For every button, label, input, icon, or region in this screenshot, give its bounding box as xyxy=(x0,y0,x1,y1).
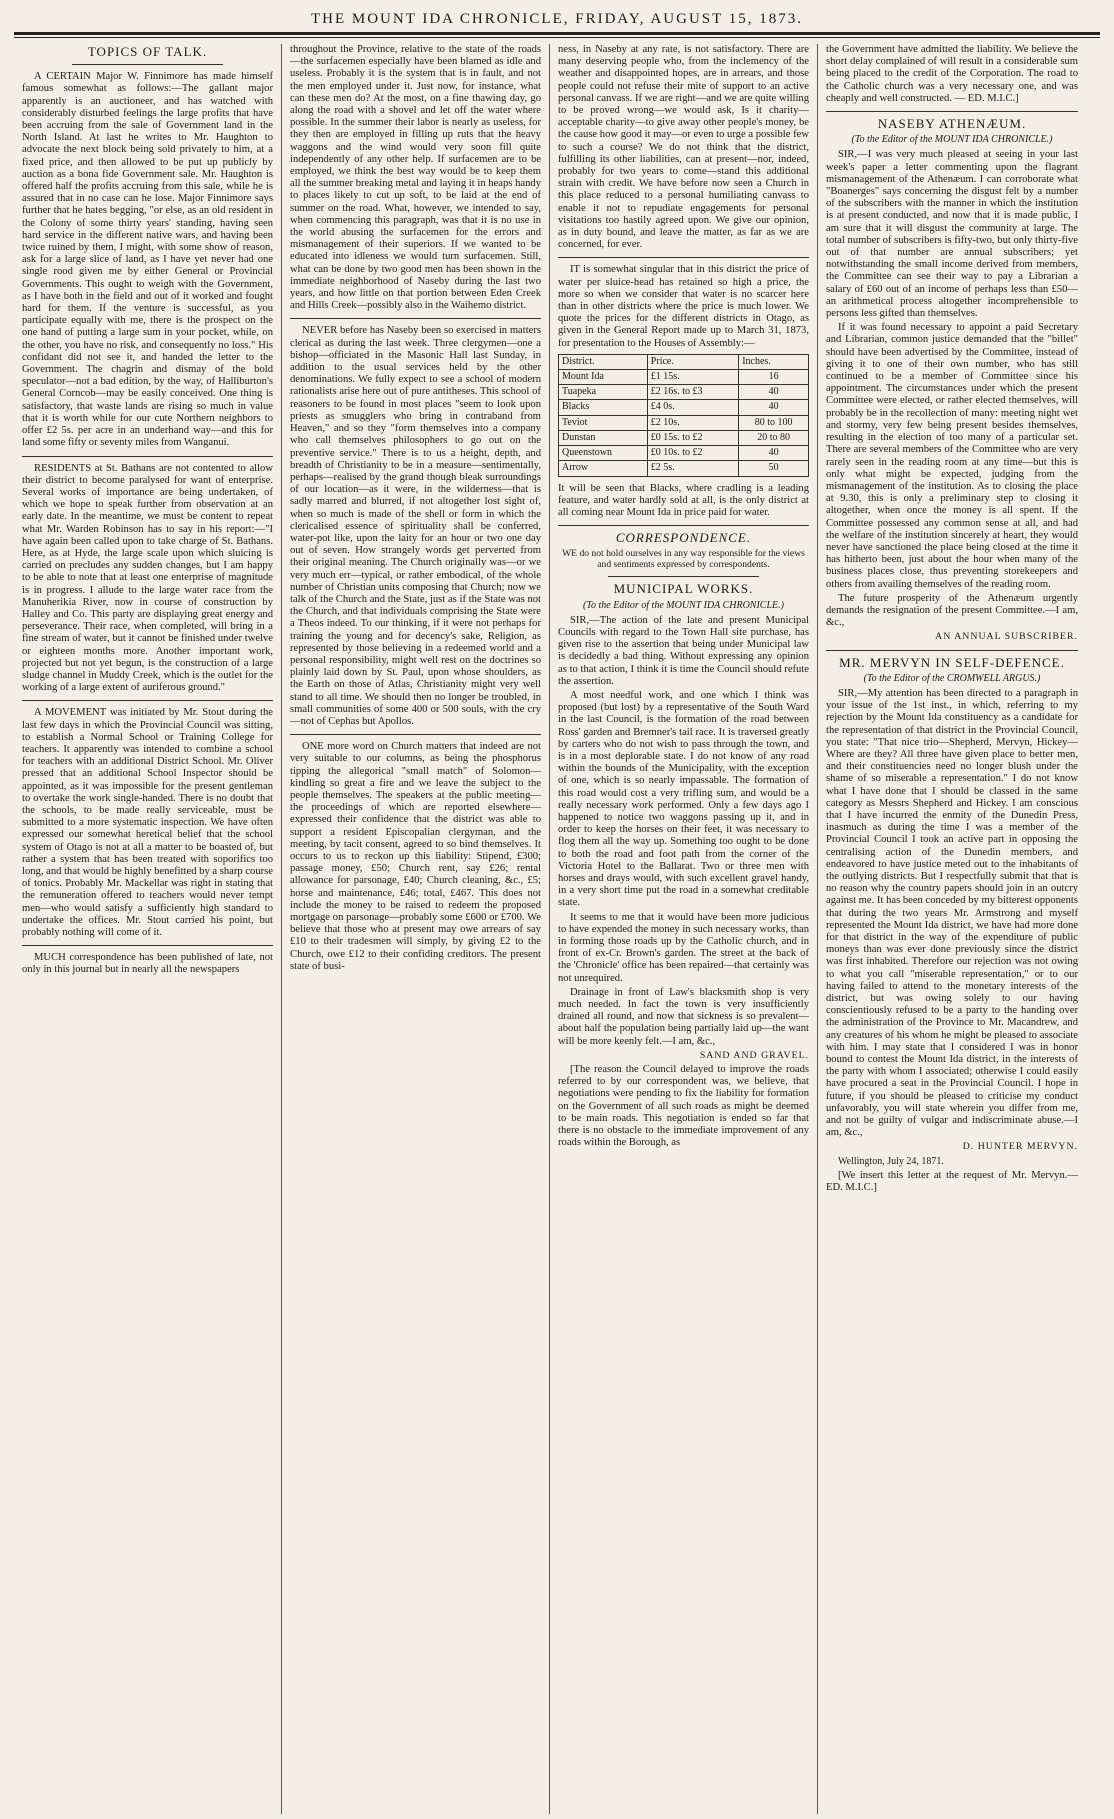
divider xyxy=(826,650,1078,651)
divider xyxy=(558,257,809,258)
municipal-letter-paragraph: It seems to me that it would have been more judicious to have expended the money in such necessary works, than in forming those roads up by the Catholic church, and in front of ex-Cr. Brown's garden. The street at the back of the 'Chronicle' office has been repaired—that certainly was not unrequired. xyxy=(558,911,809,984)
table-cell: Teviot xyxy=(559,415,648,430)
athenaeum-letter-paragraph: The future prosperity of the Athenæum urgently demands the resignation of the present Committee.—I am, &c., xyxy=(826,592,1078,629)
table-row xyxy=(559,461,809,476)
table-header: Inches. xyxy=(739,354,809,369)
column-2 xyxy=(282,44,550,1814)
paragraph-surfacemen: throughout the Province, relative to the state of the roads—the surfacemen especially have been blamed as idle and useless. Probably it is the system that is in fault, and not the men employed under it. Just now, for instance, what can these men do? At the most, on a fine thawing day, go along the road with a shovel and let off the water where possible. In the summer their labor is nearly as useless, for they then are employed in filling up ruts that the heavy waggons and the wind would very soon fill quite independently of any other help. If surfacemen are to be employed, we think the best way would be to keep them all the summer breaking metal and laying it in heaps handy to places likely to cut up soft, to be laid at the end of summer on the road. What, however, we intended to say, when commencing this paragraph, was that it is no use in the world abusing the surfacemen for the errors and mismanagement of their superiors. If we wanted to be educated into idleness we would turn surfacemen. Still, what can be done by two good men has been shown in the immediate neighborhood of Naseby during the last two years, and how little on that portion between Eden Creek and Hills Creek—possibly also in the Waihemo district. xyxy=(290,44,541,312)
table-cell: £0 10s. to £2 xyxy=(647,446,738,461)
table-row xyxy=(559,430,809,445)
column-3 xyxy=(550,44,818,1814)
topics-heading: TOPICS OF TALK. xyxy=(87,44,208,59)
column-1 xyxy=(14,44,282,1814)
divider xyxy=(608,576,759,577)
table-row xyxy=(559,415,809,430)
editor-note-continued: the Government have admitted the liability. We believe the short delay complained of will result in a considerable sum being placed to the credit of the Corporation. The road to the Catholic church was a very necessary one, and was cheaply and well constructed. — ED. M.I.C.] xyxy=(826,44,1078,104)
paragraph-business-state: ness, in Naseby at any rate, is not satisfactory. There are many deserving people who, from the inclemency of the weather and disappointed hopes, are in arrears, and those people could not refuse their mite of support to an active personal canvass. If we are right—and we are quite willing to be proved wrong—we would ask, Is it charity—acceptable charity—to give away other people's money, be the cause how good it may—or even to urge a possible few to such a course? We do not think that the district, fulfilling its other liabilities, can at present—nor, indeed, probably for two years to come—stand this additional strain with credit. We have before now seen a Church in this place reduced to a personal humiliating canvass to enable it not to repudiate engagements for personal visitations too hastily agreed upon. We give our opinion, as in duty bound, and leave the matter, as far as we are concerned, for ever. xyxy=(558,44,809,251)
table-row xyxy=(559,370,809,385)
table-cell: Queenstown xyxy=(559,446,648,461)
table-row xyxy=(559,400,809,415)
table-cell: 40 xyxy=(739,385,809,400)
divider xyxy=(290,318,541,319)
table-cell: Mount Ida xyxy=(559,370,648,385)
table-cell: Dunstan xyxy=(559,430,648,445)
paragraph-st-bathans: RESIDENTS at St. Bathans are not contented to allow their district to become paralysed for want of enterprise. Several works of importance are being undertaken, of which we hope to speak further from observation at an early date. In the meantime, we must be content to repeat what Mr. Warden Robinson has to say in his report:—"I have again been called upon to take charge of St. Bathans. Here, as at Hyde, the large scale upon which sluicing is carried on precludes any sudden changes, but I am happy to be able to note that at least one enterprise of magnitude is in progress. I allude to the large water race from the Manuherikia River, now in course of construction by Halley and Co. This party are displaying great energy and perseverance. Their race, when completed, will bring in a fine stream of water, but it cannot be finished under twelve or eighteen months more. Another important work, projected but not yet begun, is the construction of a large sludge channel in Muddy Creek, which is the outlet for the working of a large extent of auriferous ground." xyxy=(22,462,273,694)
mervyn-heading: MR. MERVYN IN SELF-DEFENCE. xyxy=(839,654,1065,670)
correspondence-heading: CORRESPONDENCE. xyxy=(615,530,752,546)
table-cell: Tuapeka xyxy=(559,385,648,400)
municipal-addressee: (To the Editor of the MOUNT IDA CHRONICLE.) xyxy=(583,599,784,611)
table-header: Price. xyxy=(647,354,738,369)
municipal-letter-paragraph: SIR,—The action of the late and present Municipal Councils with regard to the Town Hall site purchase, has given rise to the assertion that being under Municipal law is decidedly a bad thing. Without expressing any opinion as to that action, I think it is time the Council should refute the assertion. xyxy=(558,614,809,687)
athenaeum-letter-paragraph: SIR,—I was very much pleased at seeing in your last week's paper a letter commenting upon the flagrant mismanagement of the Athenæum. I can corroborate what "Boanerges" says concerning the disgust felt by a number of the subscribers with the manner in which the institution is at present conducted, and now that it is made public, I am sure that it will disgust the community at large. The total number of subscribers is fifty-two, but only thirty-five out of that number are annual subscribers; yet notwithstanding the small income derived from members, the Committee can see their way to pay a Librarian a salary of £60 out of an income of perhaps less than £50—an arithmetical process altogether incomprehensible to persons less gifted than themselves. xyxy=(826,149,1078,320)
columns xyxy=(14,44,1100,1814)
table-row xyxy=(559,446,809,461)
paragraph-clerical: NEVER before has Naseby been so exercised in matters clerical as during the last week. Three clergymen—one a bishop—officiated in the Masonic Hall last Sunday, in addition to the usual services held by the other denominations. We fully expect to see a school of modern rationalists arise here out of pure antitheses. This school of reasoners to be found in most places "seem to look upon priests as smugglers who bring in contraband from Heaven," and so they "form themselves into a company who call themselves philosophers to go out on the preventive service." There is to us a height, depth, and breadth of Christianity to be in a measure—sentimentally, perhaps—realised by the grand though bleak surroundings of our location—as it were, in the wilderness—that is sadly marred and blurred, if not altogether lost sight of, when so much is made of the shell or form in which the clericalised essence of spirituality shall be conferred, water-pot like, upon the laity for an hour or two one day out of seven. How strangely words get perverted from their original meaning. The Church originally was—or we very much err—typical, or rather embodical, of the whole number of Christian units composing that Church; now we talk of the Church and the State, just as if the State was not the Church, and that individuals comprising the State were a Theos indeed. To our thinking, if it were not perhaps for training the young and for decency's sake, Religion, as represented by those believing in a redeemed world and a personal responsibility, might well rest on the doctrines so plainly laid down by St. Paul, upon whose shoulders, as the Earth on those of Atlas, Christianity might very well stand to all time. We should then no longer be troubled, in small communities of some 400 or 500 souls, with the cry—not of Cephas but Apollos. xyxy=(290,325,541,727)
table-header: District. xyxy=(559,354,648,369)
table-cell: Arrow xyxy=(559,461,648,476)
mervyn-editor-note: [We insert this letter at the request of Mr. Mervyn.—ED. M.I.C.] xyxy=(826,1169,1078,1194)
mervyn-letter-paragraph: SIR,—My attention has been directed to a paragraph in your issue of the 1st inst., in which, referring to my rejection by the Mount Ida constituency as a candidate for the representation of that district in the Provincial Council, you state: "That nice trio—Shepherd, Mervyn, Hickey—Where are they? All three have given place to better men, and their constituencies need no longer blush under the shame of so miserable a representation." I do not know what I have done that I should be classed in the same category as Messrs Shepherd and Hickey. I am conscious that I have incurred the enmity of the Dunedin Press, inasmuch as during the time I was a member of the Provincial Council I took an active part in opposing the centralising action of the Dunedin members, and endeavored to have justice meted out to the inhabitants of the outlying districts. But I respectfully submit that that is no reason why the country papers should join in an outcry against me. It has been conceded by my bitterest opponents that during the two years Mr. Armstrong and myself represented the Mount Ida district, we have had more done for that district in the way of the expenditure of public moneys than was ever done previously since the district was first inhabited. Therefore our rejection was not owing to what you call "miserable representation," or to our having failed to attend to the monetary interests of the district, but was owing solely to our having conscientiously refused to be a party to the handing over the administration of the Province to Mr. Macandrew, and any creatures of his whom he might be pleased to associate with him. I may state that I considered I was in honor bound to contest the Mount Ida district, in the interests of the party with whom I associated; otherwise I could easily have procured a seat in the Provincial Council. I hope in future, if you should be pleased to criticise my conduct unfavorably, you will state wherein you differ from me, and not be guilty of vulgar and indiscriminate abuse.—I am, &c., xyxy=(826,687,1078,1139)
municipal-signature: SAND AND GRAVEL. xyxy=(699,1049,809,1061)
paragraph-church-matters: ONE more word on Church matters that indeed are not very suitable to our columns, as being the phosphorus tipping the allegorical "small match" of Solomon—kindling so great a fire and we leave the subject to the people themselves. The speakers at the public meeting—the proceedings of which are reported elsewhere—expressed their confidence that the district was able to support a resident Episcopalian clergyman, and the meeting, by tacit consent, agreed to so bind themselves. It occurs to us to reckon up this liability: Stipend, £300; passage money, £50; Church rent, say £26; rental allowance for parsonage, £40; Church cleaning, &c., £5; horse and maintenance, £46; total, £467. This does not include the money to be raised to redeem the proposed mortgage on parsonage—probably some £600 or £700. We believe that those who at present may owe arrears of say £10 to their tradesmen will simply, by giving £2 to the Church, owe £12 to their confiding creditors. The present state of busi- xyxy=(290,741,541,972)
divider xyxy=(22,700,273,701)
table-cell: 20 to 80 xyxy=(739,430,809,445)
table-cell: £2 10s. xyxy=(647,415,738,430)
paragraph-correspondence-roads: MUCH correspondence has been published of late, not only in this journal but in nearly all the newspapers xyxy=(22,952,273,976)
divider xyxy=(22,456,273,457)
municipal-works-heading: MUNICIPAL WORKS. xyxy=(613,581,754,597)
table-cell: 40 xyxy=(739,446,809,461)
paragraph-blacks: It will be seen that Blacks, where cradling is a leading feature, and water hardly sold at all, is the only district at all coming near Mount Ida in price paid for water. xyxy=(558,482,809,518)
divider xyxy=(72,64,223,65)
athenaeum-addressee: (To the Editor of the MOUNT IDA CHRONICLE.) xyxy=(851,134,1053,146)
table-cell: £1 15s. xyxy=(647,370,738,385)
table-cell: 50 xyxy=(739,461,809,476)
paragraph-water-price: IT is somewhat singular that in this district the price of water per sluice-head has retained so high a price, the more so when we consider that water is no scarcer here than in other districts where the price is much lower. We quote the prices for the different districts in Otago, as given in the General Report made up to March 31, 1873, for presentation to the Houses of Assembly:— xyxy=(558,264,809,349)
divider xyxy=(826,111,1078,112)
mervyn-place-date: Wellington, July 24, 1871. xyxy=(838,1155,944,1167)
masthead-rule-thin xyxy=(14,37,1100,38)
municipal-letter-paragraph: A most needful work, and one which I think was proposed (but lost) by a representative of the South Ward in the last Council, is the formation of the road between Ross' garden and Bremner's tail race. It is traversed greatly by carters who do not wish to pass through the town, and is in a most deplorable state. I do not know of any road within the bounds of the Municipality, with the exception of one, which is so nearly impassable. The formation of this road would cost a very trifling sum, and would be a really necessary work performed. Only a few days ago I happened to notice two waggons passing up it, and in order to keep the horses on their feet, it was necessary to flog them all the way up. Something too ought to be done to both the road and foot path from the corner of the Victoria Hotel to the Ballarat. Two or three men with horses and drays would, with such excellent gravel handy, in a very short time put the road in a somewhat creditable state. xyxy=(558,689,809,909)
table-cell: £0 15s. to £2 xyxy=(647,430,738,445)
athenaeum-heading: NASEBY ATHENÆUM. xyxy=(877,116,1027,132)
paragraph-normal-school: A MOVEMENT was initiated by Mr. Stout during the last few days in which the Provincial Council was sitting, to establish a Normal School or Training College for teachers. It apparently was intended to combine a school for teachers with an additional District School. Mr. Oliver pressed that an additional School Inspector should be appointed, as it was impossible for the present gentleman to overtake the work single-handed. There is no doubt that the schools, to be made really serviceable, must be submitted to a more systematic inspection. We have often expressed our somewhat heretical belief that the school system of Otago is not at all a matter to be boasted of, but rather a system that has been treated with soporifics too long, and that would be highly benefitted by a sharp course of tonics. Probably Mr. Mackellar was right in stating that the remuneration offered to teachers would never tempt men—who would satisfy a sufficiently high standard to undertake the offices. Mr. Stout carried his point, but probably nothing will come of it. xyxy=(22,707,273,939)
municipal-editor-note: [The reason the Council delayed to improve the roads referred to by our correspondent was, we believe, that negotiations were pending to fix the liability for formation on the Government of all such roads as might be deemed to be main roads. This negotiation is ended so far that there is no obstacle to the immediate improvement of any roads within the Borough, as xyxy=(558,1064,809,1149)
athenaeum-letter-paragraph: If it was found necessary to appoint a paid Secretary and Librarian, common justice demanded that the "billet" should have been advertised by the Committee, instead of giving it to one of their own number, who has still continued to be a member of Committee since his appointment. The circumstances under which the present Committee were elected, or rather elected themselves, will probably be in the recollection of many: meeting night wet and stormy, very few being present besides themselves, resulting in the election of too many of a particular set. There are several members of the Committee who are very rarely seen in the reading room at any time—but this is only what might be expected, judging from the mismanagement of the institution. As to closing the place at 9.30, this is only a preliminary step to closing it altogether, when once the money is all spent. If the Committee possessed any common sense at all, and had the welfare of the institution sincerely at heart, they would never have sanctioned the place being closed at the time it has hitherto been, just about the hour when many of the business places close, thus preventing storekeepers and others from availing themselves of the reading room. xyxy=(826,322,1078,590)
table-cell: 80 to 100 xyxy=(739,415,809,430)
table-cell: £2 16s. to £3 xyxy=(647,385,738,400)
masthead-rule-thick xyxy=(14,32,1100,35)
table-cell: £4 0s. xyxy=(647,400,738,415)
mervyn-signature: D. HUNTER MERVYN. xyxy=(962,1141,1078,1153)
divider xyxy=(290,734,541,735)
table-cell: 40 xyxy=(739,400,809,415)
table-row xyxy=(559,385,809,400)
correspondence-disclaimer: WE do not hold ourselves in any way responsible for the views and sentiments expressed by correspondents. xyxy=(562,548,805,571)
municipal-letter-paragraph: Drainage in front of Law's blacksmith shop is very much needed. In fact the town is very insufficiently drained all round, and now that sickness is so prevalent—about half the population being partially laid up—the want will be more keenly felt.—I am, &c., xyxy=(558,986,809,1047)
mervyn-addressee: (To the Editor of the CROMWELL ARGUS.) xyxy=(863,672,1041,684)
athenaeum-signature: AN ANNUAL SUBSCRIBER. xyxy=(935,631,1078,643)
divider xyxy=(22,945,273,946)
table-cell: £2 5s. xyxy=(647,461,738,476)
paragraph-finnimore: A CERTAIN Major W. Finnimore has made himself famous somewhat as follows:—The gallant major apparently is an auctioneer, and has watched with considerably disturbed feelings the large profits that have been accruing from the sale of Government land in the North Island. At last he writes to Mr. Haughton to advocate the next block being sold privately to him, at a fixed price, and then allowed to be put up publicly by auction as a bona fide Government sale. Mr. Haughton is offered half the profits accruing from this sale, while he is assured that in no case can he lose. Major Finnimore says further that he hates begging, "or else, as an old resident in the Colony of some thirty years' standing, having seen hard service in the different native wars, and having been twice ruined by them, I might, with some show of reason, ask for a large slice of land, as I have yet never had one single rood given me by either General or Provincial Governments. This ought to weigh with the Government, as I have both in the field and out of it worked and fought hard for them. If the venture is successful, as you participate equally with me, there is the prospect on the one hand of putting a large sum in your pocket, while, on the other, you have no risk, and consequently no loss." His confidant did not see it, and handed the letter to the Government. The chagrin and dismay of the bold speculator—not a bad edition, by the way, of Halliburton's General Corncob—may be easily conceived. One thing is satisfactory, that waste lands are rising so much in value that it is worth while for our cute Northern neighbors to offer £2 5s. per acre in an underhand way—and this for land some fifty or seventy miles from Wanganui. xyxy=(22,71,273,449)
table-cell: Blacks xyxy=(559,400,648,415)
column-4 xyxy=(818,44,1086,1814)
water-price-table xyxy=(558,354,809,477)
divider xyxy=(558,525,809,526)
masthead: THE MOUNT IDA CHRONICLE, FRIDAY, AUGUST 15, 1873. xyxy=(310,11,804,27)
table-header-row xyxy=(559,354,809,369)
table-cell: 16 xyxy=(739,370,809,385)
